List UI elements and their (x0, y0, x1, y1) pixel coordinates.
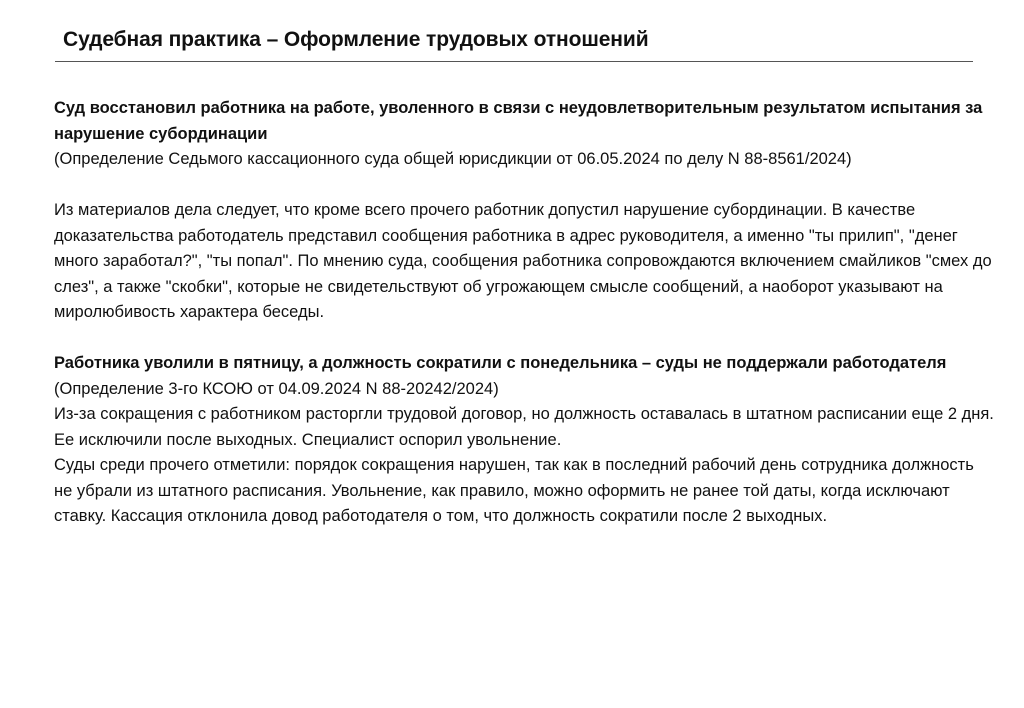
case-1-citation: (Определение Седьмого кассационного суда общей юрисдикции от 06.05.2024 по делу N 88-8561/2024) (54, 150, 852, 168)
case-1-paragraph-1: Из материалов дела следует, что кроме всего прочего работник допустил нарушение субординации. В качестве доказательства работодатель представил сообщения работника в адрес руководителя, а именно "ты прилип", "денег много заработал?", "ты попал". По мнению суда, сообщения работника сопровождаются включением смайликов "смех до слез", а также "скобки", которые не свидетельствуют об угрожающем смысле сообщений, а наоборот указывают на миролюбивость характера беседы. (54, 201, 992, 321)
spacer (54, 173, 994, 199)
page-title: Судебная практика – Оформление трудовых отношений (63, 28, 649, 51)
case-1 (54, 96, 994, 326)
case-2 (54, 351, 994, 530)
case-1-heading: Суд восстановил работника на работе, уволенного в связи с неудовлетворительным результатом испытания за нарушение субординации (54, 99, 983, 143)
case-2-paragraph-1: Из-за сокращения с работником расторгли трудовой договор, но должность оставалась в штатном расписании еще 2 дня. Ее исключили после выходных. Специалист оспорил увольнение. (54, 405, 994, 449)
case-2-paragraph-2: Суды среди прочего отметили: порядок сокращения нарушен, так как в последний рабочий день сотрудника должность не убрали из штатного расписания. Увольнение, как правило, можно оформить не ранее той даты, когда исключают ставку. Кассация отклонила довод работодателя о том, что должность сократили после 2 выходных. (54, 456, 974, 525)
content-body (54, 96, 994, 530)
case-2-citation: (Определение 3-го КСОЮ от 04.09.2024 N 88-20242/2024) (54, 379, 499, 398)
case-2-heading: Работника уволили в пятницу, а должность сократили с понедельника – суды не поддержали работодателя (54, 354, 947, 372)
title-divider (55, 61, 973, 62)
spacer (54, 326, 994, 352)
